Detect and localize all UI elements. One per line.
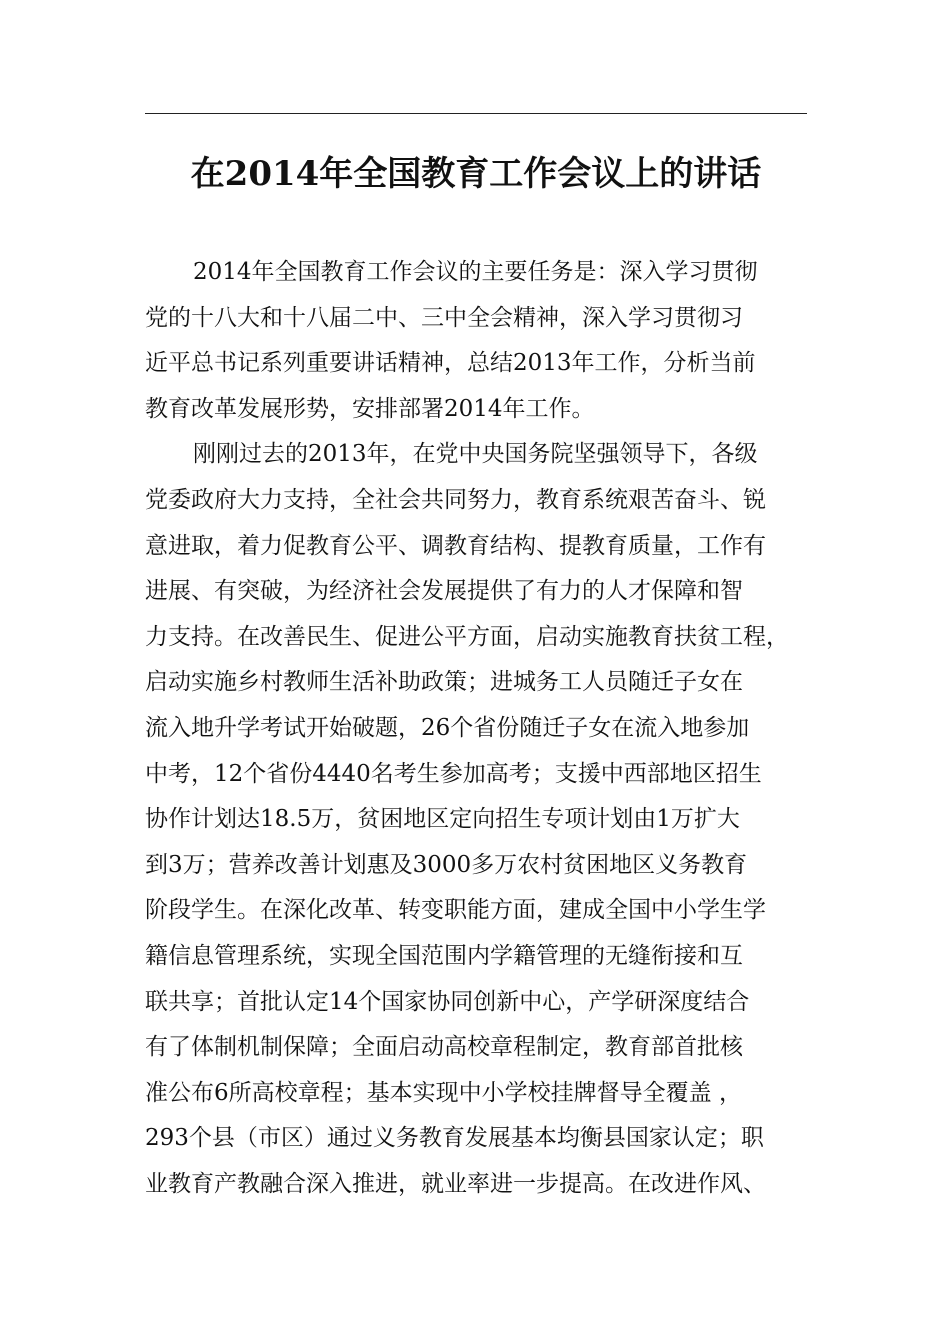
body-line: 党的十八大和十八届二中、三中全会精神，深入学习贯彻习 xyxy=(145,304,743,331)
body-line: 中考，12个省份4440名考生参加高考；支援中西部地区招生 xyxy=(145,760,762,787)
document-body xyxy=(145,250,807,1207)
body-line: 有了体制机制保障；全面启动高校章程制定，教育部首批核 xyxy=(145,1034,743,1061)
body-line: 进展、有突破，为经济社会发展提供了有力的人才保障和智 xyxy=(145,578,743,605)
body-line: 业教育产教融合深入推进，就业率进一步提高。在改进作风、 xyxy=(145,1170,766,1197)
body-line: 协作计划达18.5万，贫困地区定向招生专项计划由1万扩大 xyxy=(145,806,740,833)
body-line: 准公布6所高校章程；基本实现中小学校挂牌督导全覆盖 ， xyxy=(145,1079,742,1106)
body-line-paragraph-2-start: 刚刚过去的2013年，在党中央国务院坚强领导下，各级 xyxy=(193,441,758,468)
body-line: 启动实施乡村教师生活补助政策；进城务工人员随迁子女在 xyxy=(145,669,743,696)
body-line: 阶段学生。在深化改革、转变职能方面，建成全国中小学生学 xyxy=(145,897,766,924)
document-title: 在2014年全国教育工作会议上的讲话 xyxy=(190,154,762,194)
body-line-paragraph-1-start: 2014年全国教育工作会议的主要任务是：深入学习贯彻 xyxy=(193,259,758,285)
body-line: 联共享；首批认定14个国家协同创新中心，产学研深度结合 xyxy=(145,988,750,1015)
body-line: 到3万；营养改善计划惠及3000多万农村贫困地区义务教育 xyxy=(145,851,748,878)
body-line: 党委政府大力支持，全社会共同努力，教育系统艰苦奋斗、锐 xyxy=(145,486,766,513)
header-rule xyxy=(145,113,807,114)
body-line: 力支持。在改善民生、促进公平方面，启动实施教育扶贫工程， xyxy=(145,623,789,650)
body-line: 近平总书记系列重要讲话精神，总结2013年工作，分析当前 xyxy=(145,350,756,377)
body-line: 籍信息管理系统，实现全国范围内学籍管理的无缝衔接和互 xyxy=(145,942,743,969)
body-line: 教育改革发展形势，安排部署2014年工作。 xyxy=(145,395,595,422)
body-line: 流入地升学考试开始破题，26个省份随迁子女在流入地参加 xyxy=(145,714,750,741)
body-line: 意进取，着力促教育公平、调教育结构、提教育质量，工作有 xyxy=(145,532,766,559)
body-line: 293个县（市区）通过义务教育发展基本均衡县国家认定；职 xyxy=(145,1125,764,1152)
